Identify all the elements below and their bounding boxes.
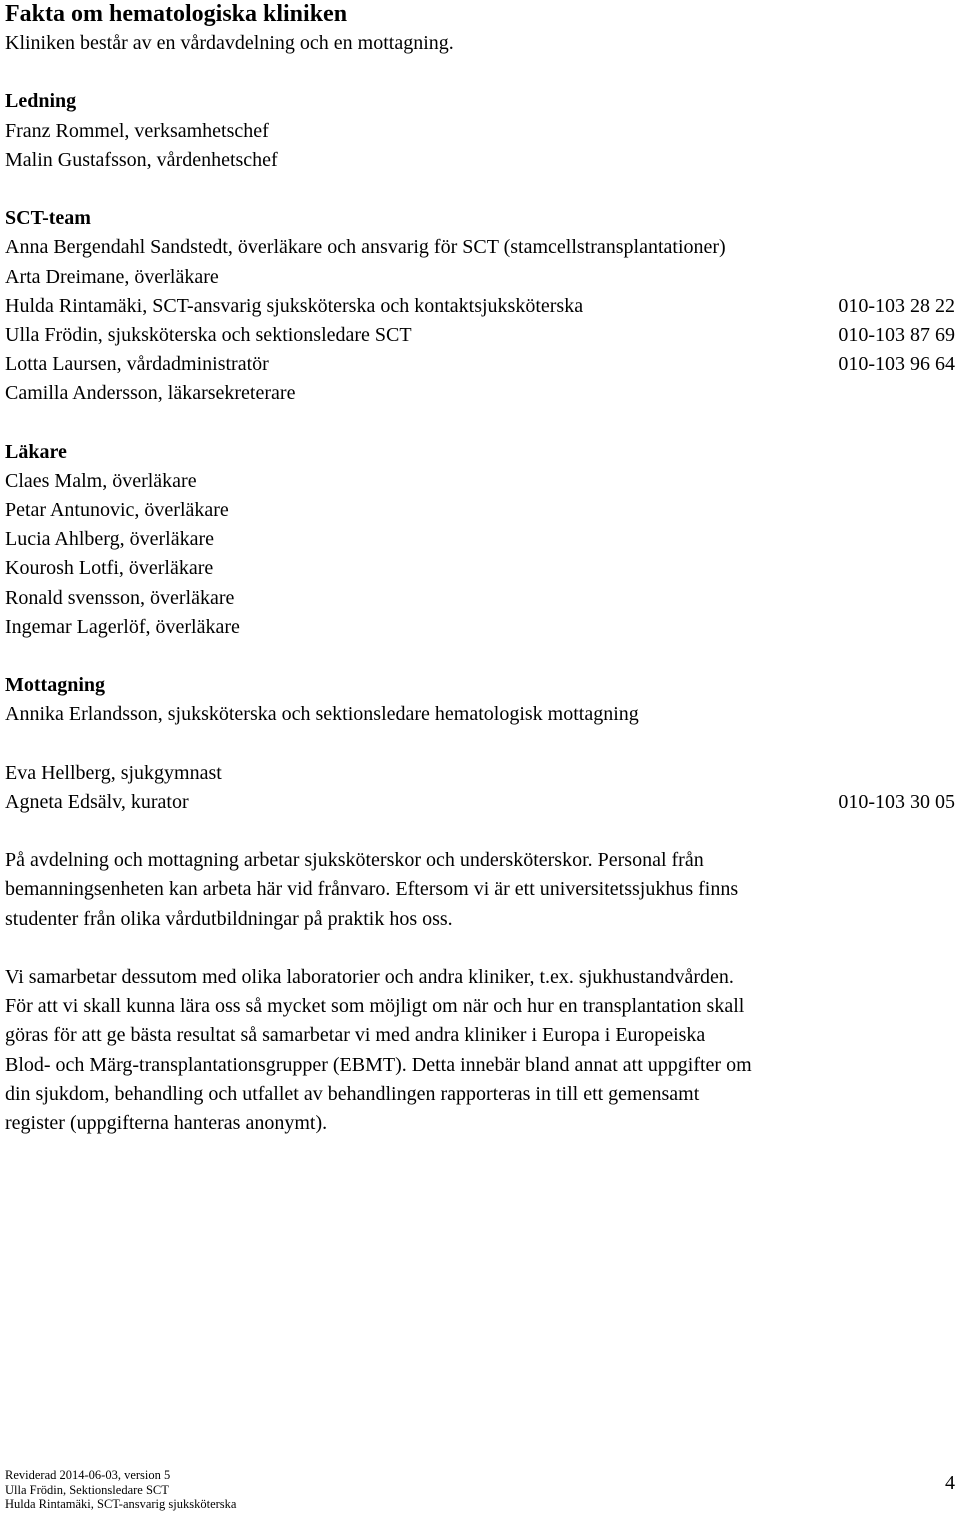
mottagning-item: Eva Hellberg, sjukgymnast [5, 761, 222, 784]
mottagning-item: Annika Erlandsson, sjuksköterska och sektionsledare hematologisk mottagning [5, 703, 639, 726]
lakare-item: Ingemar Lagerlöf, överläkare [5, 615, 240, 638]
sct-item: Arta Dreimane, överläkare [5, 265, 219, 288]
sct-item: Anna Bergendahl Sandstedt, överläkare och ansvarig för SCT (stamcellstransplantationer) [5, 236, 726, 259]
page-footer [5, 1468, 955, 1512]
ledning-heading: Ledning [5, 90, 77, 113]
ledning-item: Malin Gustafsson, vårdenhetschef [5, 148, 278, 171]
phone-number: 010-103 28 22 [838, 294, 955, 317]
sct-item: Ulla Frödin, sjuksköterska och sektionsledare SCT 010-103 87 69 [5, 321, 955, 350]
intro-text: Kliniken består av en vårdavdelning och en mottagning. [5, 32, 454, 54]
document-title: Fakta om hematologiska kliniken [5, 1, 348, 27]
paragraph-line: På avdelning och mottagning arbetar sjuksköterskor och undersköterskor. Personal från [5, 849, 704, 872]
mottagning-item: Agneta Edsälv, kurator 010-103 30 05 [5, 788, 955, 817]
footer-revision: Reviderad 2014-06-03, version 5 [5, 1468, 171, 1482]
paragraph-staff [5, 846, 955, 934]
sct-heading: SCT-team [5, 207, 91, 230]
paragraph-collaboration [5, 963, 955, 1138]
lakare-item: Kourosh Lotfi, överläkare [5, 557, 214, 580]
paragraph-line: Vi samarbetar dessutom med olika laboratorier och andra kliniker, t.ex. sjukhustandvården. [5, 966, 734, 988]
paragraph-line: studenter från olika vårdutbildningar på praktik hos oss. [5, 907, 453, 930]
sct-item: Hulda Rintamäki, SCT-ansvarig sjuksköterska och kontaktsjuksköterska 010-103 28 22 [5, 292, 955, 321]
ledning-item: Franz Rommel, verksamhetschef [5, 119, 269, 142]
paragraph-line: register (uppgifterna hanteras anonymt). [5, 1111, 328, 1134]
document-page [5, 0, 955, 1138]
footer-author: Hulda Rintamäki, SCT-ansvarig sjuksköterska [5, 1497, 237, 1511]
paragraph-line: För att vi skall kunna lära oss så mycket som möjligt om när och hur en transplantation skall [5, 995, 745, 1018]
paragraph-line: din sjukdom, behandling och utfallet av behandlingen rapporteras in till ett gemensamt [5, 1082, 700, 1105]
paragraph-line: bemanningsenheten kan arbeta här vid frånvaro. Eftersom vi är ett universitetssjukhus finns [5, 878, 739, 901]
lakare-item: Claes Malm, överläkare [5, 469, 197, 492]
paragraph-line: göras för att ge bästa resultat så samarbetar vi med andra kliniker i Europa i Europeiska [5, 1024, 706, 1047]
sct-item: Camilla Andersson, läkarsekreterare [5, 382, 296, 405]
mottagning-heading: Mottagning [5, 674, 105, 697]
page-number: 4 [945, 1472, 955, 1494]
sct-item: Lotta Laursen, vårdadministratör 010-103 96 64 [5, 350, 955, 379]
lakare-item: Lucia Ahlberg, överläkare [5, 528, 214, 551]
lakare-heading: Läkare [5, 440, 67, 463]
paragraph-line: Blod- och Märg-transplantationsgrupper (EBMT). Detta innebär bland annat att uppgifter om [5, 1053, 752, 1076]
phone-number: 010-103 96 64 [838, 353, 955, 376]
phone-number: 010-103 30 05 [838, 790, 955, 813]
footer-author: Ulla Frödin, Sektionsledare SCT [5, 1482, 169, 1497]
lakare-item: Ronald svensson, överläkare [5, 586, 235, 609]
phone-number: 010-103 87 69 [838, 323, 955, 346]
lakare-item: Petar Antunovic, överläkare [5, 499, 229, 521]
